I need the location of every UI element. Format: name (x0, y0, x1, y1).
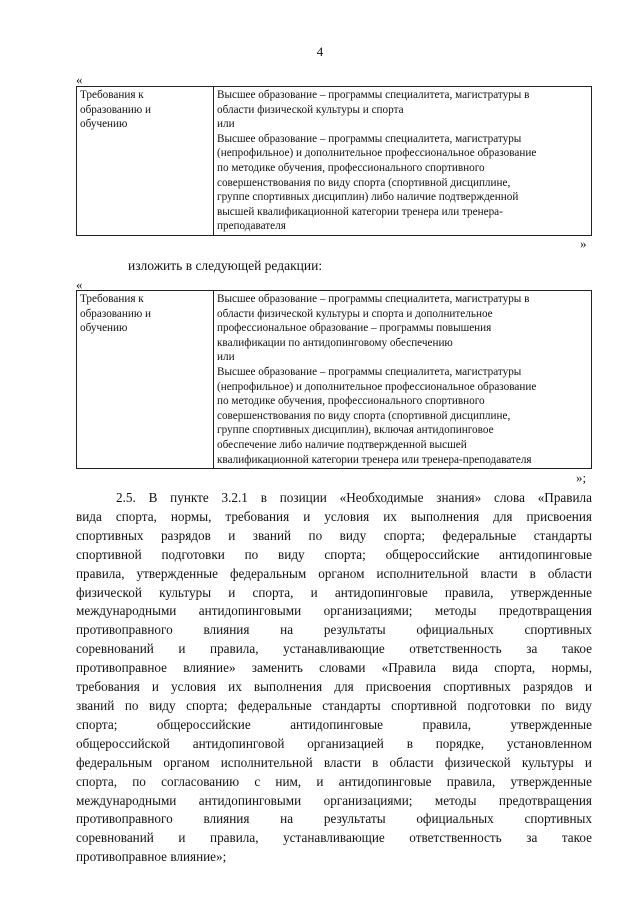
table-content-line: Высшее образование – программы специалитета, магистратуры (217, 365, 522, 378)
table-content-line: совершенствования по виду спорта (спортивной дисциплине, (217, 176, 511, 189)
paragraph-line: противоправное влияние»; (76, 849, 227, 865)
paragraph-line: международными антидопинговыми организациями; методы предотвращения (76, 603, 592, 619)
table-content-line: Высшее образование – программы специалитета, магистратуры в (217, 293, 530, 305)
paragraph-line: вида спорта, нормы, требования и условия их выполнения для присвоения (76, 508, 592, 524)
table-content-line: квалификационной категории тренера или тренера-преподавателя (217, 453, 532, 466)
table-content-line: (непрофильное) и дополнительное профессиональное образование (217, 380, 537, 393)
paragraph-line: требования и условия их выполнения для присвоения спортивных разрядов и (76, 679, 592, 695)
table-label-line: обучению (80, 118, 128, 131)
paragraph-line: спорта, по согласованию с ним, и антидопинговые правила, утвержденные (76, 773, 592, 789)
paragraph-line: спортивной подготовки по виду спорта; общероссийские антидопинговые (76, 546, 592, 562)
open-quote-1: « (76, 72, 83, 87)
table-content-line: высшей квалификационной категории тренера или тренера- (217, 205, 503, 218)
table-content-line: группе спортивных дисциплин) либо наличие подтвержденной (217, 191, 519, 204)
old-content-cell (214, 87, 592, 236)
paragraph-line: спорта; общероссийские антидопинговые правила, утвержденные (76, 716, 592, 732)
table-content-line: по методике обучения, профессионального спортивного (217, 395, 485, 408)
paragraph-line: спортивных разрядов и званий по виду спорта; федеральные стандарты (76, 527, 592, 543)
paragraph-line: физической культуры и спорта, и антидопинговые правила, утвержденные (76, 584, 592, 600)
amendment-instruction: изложить в следующей редакции: (128, 258, 323, 273)
table-content-line: или (217, 118, 235, 131)
paragraph-line: противоправного влияния на результаты официальных спортивных (76, 622, 592, 638)
new-content-cell (214, 291, 592, 469)
close-quote-2: »; (576, 470, 587, 485)
paragraph-line: общероссийской антидопинговой организацией в порядке, установленном (76, 735, 592, 751)
paragraph-line: званий по виду спорта; федеральные стандарты спортивной подготовки по виду (76, 697, 592, 713)
table-label-line: Требования к (80, 293, 144, 305)
table-content-line: квалификации по антидопинговому обеспечению (217, 336, 453, 349)
paragraph-line: соревнований и правила, устанавливающие ответственность за такое (76, 641, 592, 657)
table-label-line: образованию и (80, 103, 152, 116)
table-content-line: совершенствования по виду спорта (спортивной дисциплине, (217, 409, 511, 422)
table-content-line: области физической культуры и спорта и дополнительное (217, 307, 493, 320)
paragraph-line: правила, утвержденные федеральным органом исполнительной власти в области (76, 565, 592, 581)
new-requirements-table (76, 290, 592, 469)
paragraph-line: международными антидопинговыми организациями; методы предотвращения (76, 792, 592, 808)
table-content-line: (непрофильное) и дополнительное профессиональное образование (217, 147, 537, 160)
table-content-line: по методике обучения, профессионального спортивного (217, 161, 485, 174)
old-requirements-table (76, 86, 592, 236)
paragraph-line: 2.5. В пункте 3.2.1 в позиции «Необходимые знания» слова «Правила (116, 490, 592, 505)
table-content-line: Высшее образование – программы специалитета, магистратуры (217, 132, 522, 145)
table-content-line: обеспечение либо наличие подтвержденной высшей (217, 438, 467, 451)
table-label-line: обучению (80, 322, 128, 335)
table-content-line: или (217, 351, 235, 364)
table-content-line: профессиональное образование – программы повышения (217, 322, 492, 335)
old-label-cell (77, 87, 214, 236)
paragraph-2-5 (76, 489, 592, 867)
table-content-line: Высшее образование – программы специалитета, магистратуры в (217, 89, 530, 101)
table-content-line: преподавателя (217, 220, 286, 233)
open-quote-2: « (76, 277, 83, 292)
close-quote-1: » (580, 236, 587, 251)
new-label-cell (77, 291, 214, 469)
table-label-line: образованию и (80, 307, 152, 320)
table-label-line: Требования к (80, 89, 144, 101)
table-content-line: области физической культуры и спорта (217, 103, 404, 116)
paragraph-line: противоправного влияния на результаты официальных спортивных (76, 811, 592, 827)
paragraph-line: соревнований и правила, устанавливающие ответственность за такое (76, 830, 592, 846)
paragraph-line: федеральным органом исполнительной власти в области физической культуры и (76, 754, 592, 770)
page-number: 4 (316, 44, 324, 59)
table-content-line: группе спортивных дисциплин), включая антидопинговое (217, 424, 494, 437)
paragraph-line: противоправное влияние» заменить словами «Правила вида спорта, нормы, (76, 660, 592, 676)
